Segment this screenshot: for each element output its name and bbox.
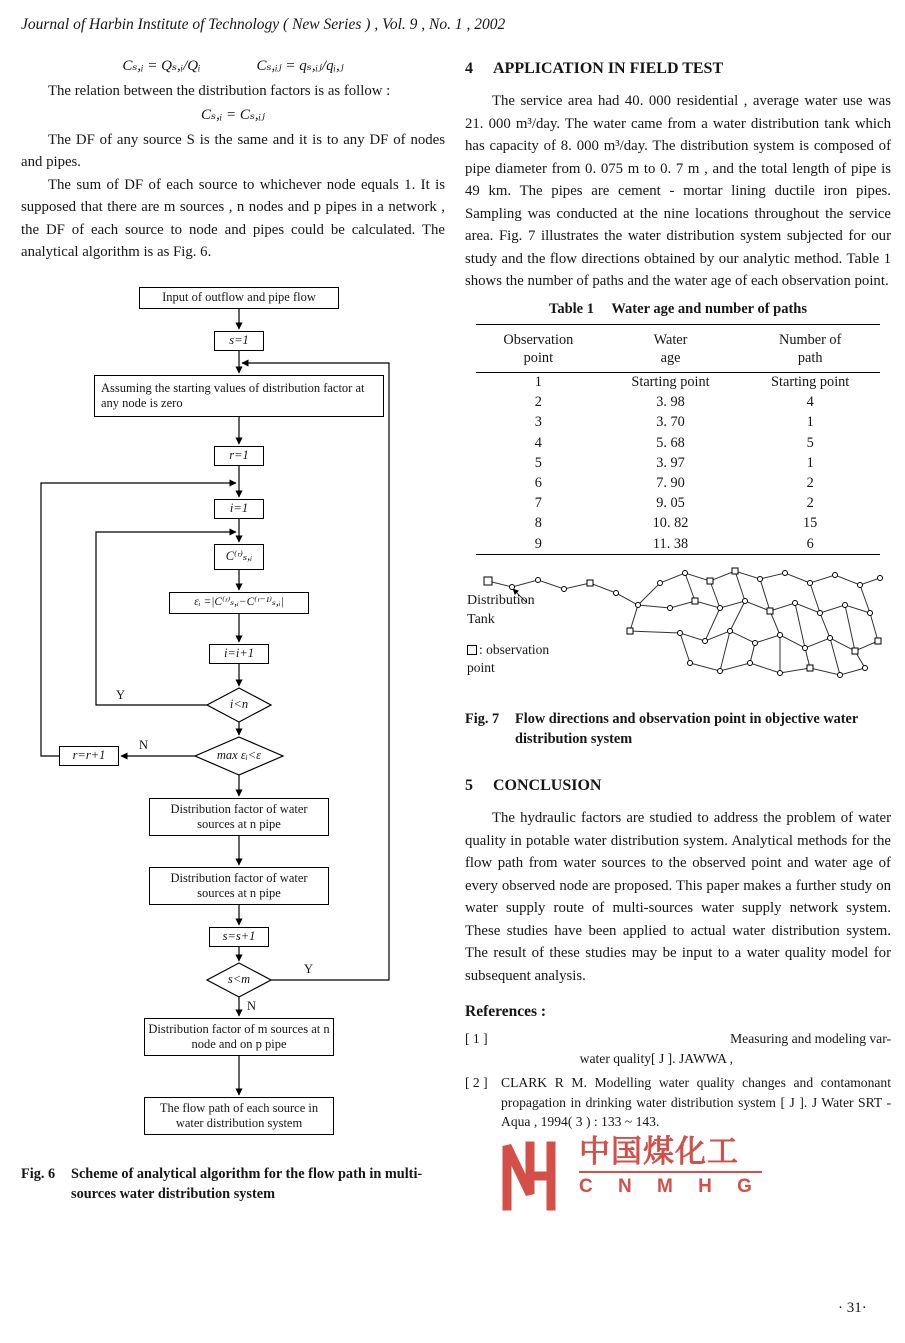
paragraph-relation: The relation between the distribution factors is as follow : [48, 83, 391, 99]
paragraph-field-test: The service area had 40. 000 residential , average water use was 21. 000 m³/day. The water came from a water distribution tank which has capacity of 8. 000 m³/day. The distribution system is composed of pipe diameter from 0. 075 m to 0. 7 m , and the total length of pipe is 49 km. The pipes are cement - mortar lining ductile iron pipes. Sampling was conducted at the nine locations throughout the service area. Fig. 7 illustrates the water distribution system subjected for our study and the flow directions obtained by our analytic method. Table 1 shows the number of paths and the water age of each observation point. [465, 93, 891, 289]
table-cell: 7. 90 [656, 475, 685, 492]
section-4-heading [465, 60, 891, 78]
equation-row-2 [21, 105, 445, 124]
table-header-observation: Observation point [503, 331, 574, 366]
branch-label-y2: Y [304, 961, 314, 976]
reference-2-marker: [ 2 ] [465, 1075, 488, 1091]
table1-title-label: Table 1 [548, 300, 594, 317]
observation-point-node [767, 608, 773, 614]
table-row [476, 534, 880, 555]
equation-equality: Cₛ,ᵢ = Cₛ,ᵢⱼ [201, 106, 265, 123]
observation-point-node [692, 598, 698, 604]
table-header-row [476, 324, 880, 372]
table-cell: 4 [806, 394, 814, 411]
flowchart-node-input: Input of outflow and pipe flow [139, 287, 339, 309]
left-column [21, 54, 445, 1204]
paragraph-df-sum: The sum of DF of each source to whichever node equals 1. It is supposed that there are m sources , n nodes and p pipes in a network , the DF of each source to node and pipes could be calculated. The analytical algorithm is as Fig. 6. [21, 176, 445, 260]
table-cell: 9 [534, 535, 542, 552]
observation-point-node [732, 568, 738, 574]
table-row [476, 433, 880, 453]
flowchart-node-final: The flow path of each source in water distribution system [144, 1097, 334, 1135]
paragraph-conclusion: The hydraulic factors are studied to address the problem of water quality in potable water distribution system. Analytical methods for the flow path from water sources to the observed point and water age of every observed node are proposed. This paper makes a further study on water supply route of multi-sources water supply network system. These studies have been applied to actual water distribution system. The result of these studies may be input to a water quality model for subsequent analysis. [465, 810, 891, 984]
equation-row-1 [21, 56, 445, 75]
table-cell: 3. 98 [656, 394, 685, 411]
fig6-caption [21, 1164, 445, 1204]
table-cell: 11. 38 [652, 535, 689, 552]
observation-point-node [627, 628, 633, 634]
table-row [476, 413, 880, 433]
flowchart-node-i-increment: i=i+1 [209, 644, 269, 664]
fig7-network [465, 563, 891, 697]
observation-point-node [875, 638, 881, 644]
table-cell: 7 [534, 495, 542, 512]
table-cell: 5. 68 [656, 434, 685, 451]
reference-1 [465, 1029, 891, 1068]
paragraph-df-source: The DF of any source S is the same and it is to any DF of nodes and pipes. [21, 131, 445, 170]
square-icon [467, 645, 477, 655]
flowchart-node-epsilon: εᵢ =|C⁽ʳ⁾ₛ,ᵢ−C⁽ʳ⁻¹⁾ₛ,ᵢ| [169, 592, 309, 614]
cnmhg-watermark-text [579, 1134, 762, 1214]
fig7-caption [465, 709, 891, 749]
equation-csij: Cₛ,ᵢⱼ = qₛ,ᵢⱼ/qᵢ,ⱼ [256, 58, 344, 74]
flowchart-decision-max-eps: max εᵢ<ε [216, 748, 262, 762]
table-cell: 2 [806, 495, 814, 512]
reference-1-line2: water quality[ J ]. JAWWA , [579, 1050, 733, 1066]
table-cell: 10. 82 [652, 515, 689, 532]
table-cell: 3. 70 [656, 414, 685, 431]
table-cell: 8 [534, 515, 542, 532]
section-5-number: 5 [465, 777, 473, 795]
flowchart-node-i1: i=1 [214, 499, 264, 519]
table-cell: 1 [806, 414, 814, 431]
table-cell: 9. 05 [656, 495, 685, 512]
table-cell: 1 [534, 374, 542, 391]
table1 [476, 324, 880, 556]
fig6-caption-label: Fig. 6 [21, 1165, 56, 1182]
table-row [476, 453, 880, 473]
flowchart-node-dist-factor-1: Distribution factor of water sources at n pipe [149, 798, 329, 836]
table-cell: 5 [534, 454, 542, 471]
flowchart-node-dist-factor-2: Distribution factor of water sources at n pipe [149, 867, 329, 905]
section-5-heading [465, 777, 891, 795]
observation-point-node [807, 665, 813, 671]
table-cell: 3 [534, 414, 542, 431]
distribution-tank-label: Distribution Tank [467, 593, 535, 628]
table-cell: 1 [806, 454, 814, 471]
flowchart-node-dist-factor-m: Distribution factor of m sources at n node and on p pipe [144, 1018, 334, 1056]
table-cell: 6 [806, 535, 814, 552]
cnmhg-watermark [497, 1134, 807, 1214]
fig7-caption-label: Fig. 7 [465, 711, 500, 728]
flowchart-node-c: C⁽ʳ⁾ₛ,ᵢ [214, 544, 264, 570]
table-cell: 15 [803, 515, 818, 532]
table-row [476, 494, 880, 514]
flowchart-node-assuming: Assuming the starting values of distribution factor at any node is zero [94, 375, 384, 417]
cnmhg-logo-icon [497, 1134, 569, 1214]
cnmhg-chinese-text: 中国煤化工 [579, 1134, 739, 1169]
reference-2-text: CLARK R M. Modelling water quality changes and contamonant propagation in drinking water distribution system [ J ]. J Water SRT - Aqua , 1994( 3 ) : 133 ~ 143. [501, 1075, 891, 1130]
flowchart-node-s-increment: s=s+1 [209, 927, 269, 947]
table-cell: 6 [534, 475, 542, 492]
table-row [476, 514, 880, 534]
observation-point-node [587, 580, 593, 586]
equation-csi: Cₛ,ᵢ = Qₛ,ᵢ/Qᵢ [122, 58, 201, 74]
observation-point-node [707, 578, 713, 584]
flowchart-node-r1: r=1 [214, 446, 264, 466]
table-cell: 2 [806, 475, 814, 492]
page-number: · 31· [838, 1300, 867, 1316]
reference-1-marker: [ 1 ] [465, 1031, 488, 1047]
observation-point-node [852, 648, 858, 654]
flowchart-node-s1: s=1 [214, 331, 264, 351]
cnmhg-latin-text: C N M H G [579, 1176, 762, 1197]
flowchart-node-r-increment: r=r+1 [59, 746, 119, 766]
table1-title [465, 301, 891, 318]
table-row [476, 473, 880, 493]
reference-1-line1: Measuring and modeling var- [730, 1031, 891, 1047]
cnmhg-divider [579, 1171, 762, 1173]
references-heading: References : [465, 1003, 547, 1021]
table-row [476, 372, 880, 393]
table-cell: 5 [806, 434, 814, 451]
table1-title-text: Water age and number of paths [611, 300, 807, 317]
branch-label-n2: N [247, 998, 257, 1013]
journal-header: Journal of Harbin Institute of Technology ( New Series ) , Vol. 9 , No. 1 , 2002 [21, 16, 506, 33]
table-header-number-path: Number of path [779, 331, 842, 366]
branch-label-n1: N [139, 737, 149, 752]
table-cell: 3. 97 [656, 454, 685, 471]
right-column [465, 54, 891, 1137]
section-4-number: 4 [465, 60, 473, 77]
flowchart-decision-s-less-m: s<m [227, 972, 251, 986]
fig6-caption-text: Scheme of analytical algorithm for the flow path in multi-sources water distribution system [71, 1165, 423, 1202]
table-header-water-age: Water age [653, 331, 688, 366]
section-4-title: APPLICATION IN FIELD TEST [493, 60, 724, 77]
branch-label-y1: Y [116, 687, 126, 702]
table-cell: 2 [534, 394, 542, 411]
flowchart-fig6 [21, 280, 445, 1152]
table-cell: Starting point [771, 374, 850, 391]
observation-point-legend: : observation point [467, 642, 550, 676]
fig7-caption-text: Flow directions and observation point in objective water distribution system [515, 711, 858, 748]
reference-2 [465, 1073, 891, 1132]
table-cell: 4 [534, 434, 542, 451]
distribution-tank-node [484, 577, 492, 585]
section-5-title: CONCLUSION [493, 777, 602, 795]
table-cell: Starting point [631, 374, 710, 391]
table-row [476, 393, 880, 413]
flowchart-decision-i-less-n: i<n [229, 697, 249, 711]
